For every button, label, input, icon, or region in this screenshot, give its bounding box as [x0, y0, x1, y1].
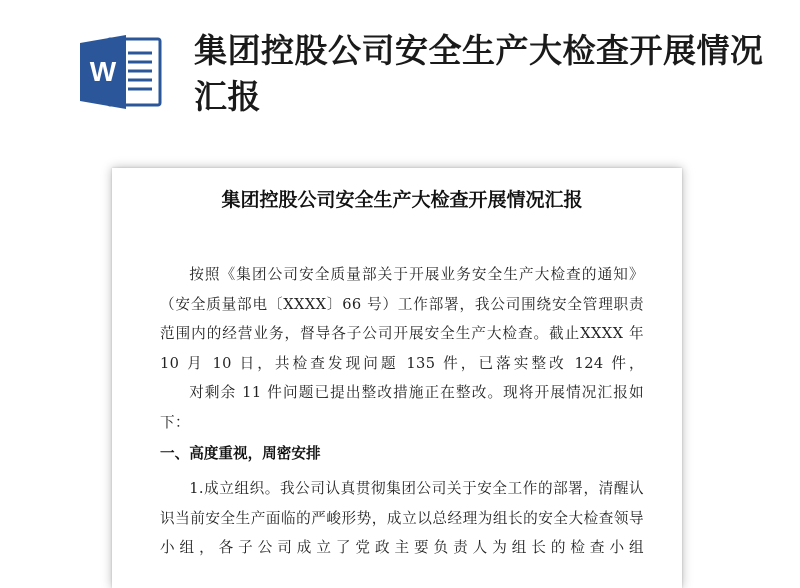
file-title: 集团控股公司安全生产大检查开展情况汇报	[194, 31, 764, 116]
word-icon-letter: W	[89, 56, 117, 87]
document-content	[160, 186, 644, 563]
document-page	[112, 168, 682, 588]
section-heading: 一、高度重视，周密安排	[160, 445, 321, 462]
word-document-icon	[78, 33, 164, 111]
section-line: 1.成立组织。我公司认真贯彻集团公司关于安全工作的部署，清	[189, 480, 614, 497]
section-paragraph	[160, 474, 644, 563]
intro-line: 理职责范围内的经营业务，督导各子公司开展安全生产大检查。截止	[160, 295, 644, 342]
section-line: 检查领导小组，各子公司成立了党政主要负责人为组长的检查小组	[160, 509, 644, 556]
intro-line: XXXX 年 10 月 10 日，共检查发现问题 135 件，已落实整改 124 件，	[160, 325, 644, 372]
intro-line: 按照《集团公司安全质量部关于开展业务安全生产大检查的通	[189, 266, 614, 283]
document-title: 集团控股公司安全生产大检查开展情况汇报	[221, 189, 583, 211]
intro-line: 对剩余 11 件问题已提出整改措施正在整改。现将开展情况汇报如下：	[160, 384, 644, 431]
intro-line: 知》（安全质量部电〔XXXX〕66 号）工作部署，我公司围绕安全管	[160, 266, 644, 313]
intro-paragraph	[160, 260, 644, 437]
section-line: 醒认识当前安全生产面临的严峻形势，成立以总经理为组长的安全大	[160, 480, 644, 527]
